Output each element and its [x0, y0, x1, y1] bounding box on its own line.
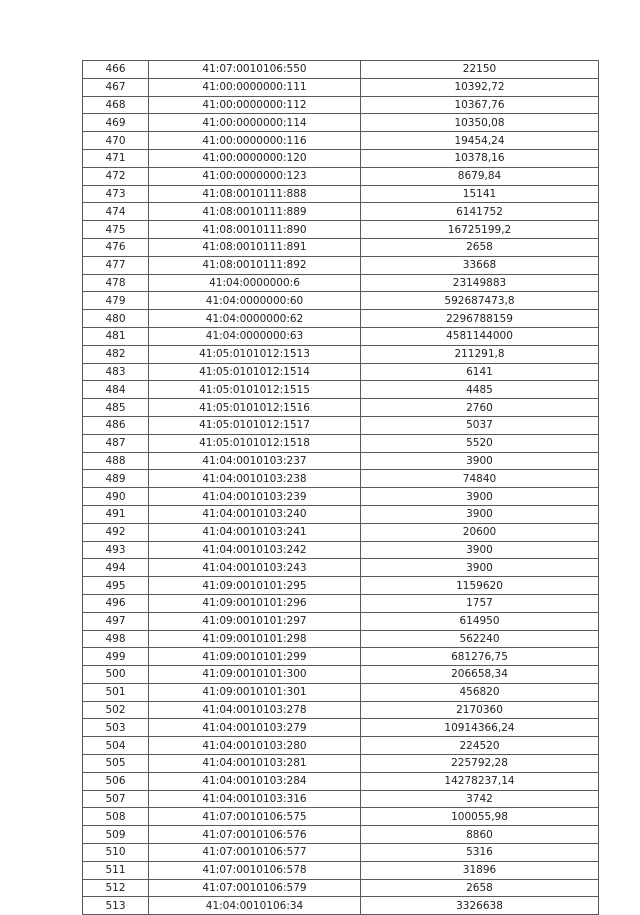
cadastral-number-cell: 41:04:0000000:60 [149, 292, 361, 310]
value-cell: 100055,98 [361, 808, 599, 826]
row-number-cell: 474 [83, 203, 149, 221]
table-row [83, 630, 599, 648]
cadastral-number-cell: 41:00:0000000:111 [149, 78, 361, 96]
value-cell: 1159620 [361, 577, 599, 595]
value-cell: 14278237,14 [361, 772, 599, 790]
value-cell: 3742 [361, 790, 599, 808]
value-cell: 6141 [361, 363, 599, 381]
value-cell: 10914366,24 [361, 719, 599, 737]
row-number-cell: 484 [83, 381, 149, 399]
cadastral-number-cell: 41:00:0000000:120 [149, 149, 361, 167]
cadastral-number-cell: 41:04:0010103:280 [149, 737, 361, 755]
row-number-cell: 501 [83, 683, 149, 701]
cadastral-number-cell: 41:09:0010101:299 [149, 648, 361, 666]
value-cell: 74840 [361, 470, 599, 488]
row-number-cell: 502 [83, 701, 149, 719]
cadastral-number-cell: 41:08:0010111:891 [149, 238, 361, 256]
row-number-cell: 492 [83, 523, 149, 541]
cadastral-number-cell: 41:04:0010103:238 [149, 470, 361, 488]
value-cell: 592687473,8 [361, 292, 599, 310]
value-cell: 10392,72 [361, 78, 599, 96]
table-row [83, 719, 599, 737]
value-cell: 3900 [361, 505, 599, 523]
table-row [83, 844, 599, 862]
value-cell: 456820 [361, 683, 599, 701]
cadastral-number-cell: 41:05:0101012:1513 [149, 345, 361, 363]
table-row [83, 114, 599, 132]
table-row [83, 594, 599, 612]
row-number-cell: 483 [83, 363, 149, 381]
row-number-cell: 497 [83, 612, 149, 630]
cadastral-number-cell: 41:00:0000000:114 [149, 114, 361, 132]
row-number-cell: 506 [83, 772, 149, 790]
value-cell: 10367,76 [361, 96, 599, 114]
cadastral-number-cell: 41:07:0010106:578 [149, 861, 361, 879]
cadastral-number-cell: 41:04:0010103:243 [149, 559, 361, 577]
cadastral-number-cell: 41:09:0010101:298 [149, 630, 361, 648]
value-cell: 3900 [361, 559, 599, 577]
cadastral-number-cell: 41:04:0010106:34 [149, 897, 361, 915]
cadastral-number-cell: 41:00:0000000:123 [149, 167, 361, 185]
table-row [83, 327, 599, 345]
table-row [83, 167, 599, 185]
table-row [83, 256, 599, 274]
row-number-cell: 473 [83, 185, 149, 203]
table-row [83, 772, 599, 790]
value-cell: 4485 [361, 381, 599, 399]
value-cell: 16725199,2 [361, 221, 599, 239]
value-cell: 3900 [361, 541, 599, 559]
table-row [83, 185, 599, 203]
table-row [83, 826, 599, 844]
row-number-cell: 513 [83, 897, 149, 915]
value-cell: 4581144000 [361, 327, 599, 345]
value-cell: 2760 [361, 399, 599, 417]
value-cell: 206658,34 [361, 666, 599, 684]
value-cell: 224520 [361, 737, 599, 755]
row-number-cell: 487 [83, 434, 149, 452]
table-row [83, 737, 599, 755]
table-row [83, 897, 599, 915]
cadastral-number-cell: 41:07:0010106:577 [149, 844, 361, 862]
row-number-cell: 485 [83, 399, 149, 417]
cadastral-number-cell: 41:04:0010103:279 [149, 719, 361, 737]
table-row [83, 541, 599, 559]
row-number-cell: 482 [83, 345, 149, 363]
cadastral-number-cell: 41:08:0010111:892 [149, 256, 361, 274]
row-number-cell: 498 [83, 630, 149, 648]
cadastral-number-cell: 41:05:0101012:1517 [149, 416, 361, 434]
cadastral-number-cell: 41:09:0010101:301 [149, 683, 361, 701]
table-row [83, 470, 599, 488]
row-number-cell: 494 [83, 559, 149, 577]
row-number-cell: 508 [83, 808, 149, 826]
value-cell: 3900 [361, 488, 599, 506]
cadastral-number-cell: 41:09:0010101:300 [149, 666, 361, 684]
cadastral-number-cell: 41:00:0000000:112 [149, 96, 361, 114]
row-number-cell: 488 [83, 452, 149, 470]
table-body [83, 61, 599, 915]
value-cell: 681276,75 [361, 648, 599, 666]
table-row [83, 132, 599, 150]
row-number-cell: 510 [83, 844, 149, 862]
value-cell: 2170360 [361, 701, 599, 719]
cadastral-number-cell: 41:08:0010111:890 [149, 221, 361, 239]
table-row [83, 96, 599, 114]
value-cell: 10378,16 [361, 149, 599, 167]
table-row [83, 666, 599, 684]
value-cell: 562240 [361, 630, 599, 648]
cadastral-number-cell: 41:04:0000000:6 [149, 274, 361, 292]
value-cell: 15141 [361, 185, 599, 203]
cadastral-number-cell: 41:09:0010101:297 [149, 612, 361, 630]
row-number-cell: 512 [83, 879, 149, 897]
row-number-cell: 468 [83, 96, 149, 114]
table-row [83, 612, 599, 630]
value-cell: 8679,84 [361, 167, 599, 185]
row-number-cell: 511 [83, 861, 149, 879]
row-number-cell: 504 [83, 737, 149, 755]
row-number-cell: 491 [83, 505, 149, 523]
row-number-cell: 499 [83, 648, 149, 666]
cadastral-number-cell: 41:07:0010106:575 [149, 808, 361, 826]
table-row [83, 149, 599, 167]
row-number-cell: 480 [83, 310, 149, 328]
row-number-cell: 505 [83, 755, 149, 773]
cadastral-number-cell: 41:04:0010103:278 [149, 701, 361, 719]
cadastral-number-cell: 41:04:0010103:239 [149, 488, 361, 506]
table-row [83, 221, 599, 239]
value-cell: 20600 [361, 523, 599, 541]
cadastral-number-cell: 41:05:0101012:1515 [149, 381, 361, 399]
row-number-cell: 471 [83, 149, 149, 167]
value-cell: 3326638 [361, 897, 599, 915]
cadastral-number-cell: 41:05:0101012:1518 [149, 434, 361, 452]
value-cell: 614950 [361, 612, 599, 630]
cadastral-number-cell: 41:04:0000000:63 [149, 327, 361, 345]
row-number-cell: 479 [83, 292, 149, 310]
table-row [83, 203, 599, 221]
table-row [83, 345, 599, 363]
cadastral-number-cell: 41:04:0010103:240 [149, 505, 361, 523]
table-row [83, 292, 599, 310]
cadastral-number-cell: 41:00:0000000:116 [149, 132, 361, 150]
value-cell: 33668 [361, 256, 599, 274]
table-row [83, 683, 599, 701]
row-number-cell: 470 [83, 132, 149, 150]
row-number-cell: 490 [83, 488, 149, 506]
value-cell: 19454,24 [361, 132, 599, 150]
row-number-cell: 496 [83, 594, 149, 612]
cadastral-number-cell: 41:07:0010106:579 [149, 879, 361, 897]
row-number-cell: 478 [83, 274, 149, 292]
table-row [83, 755, 599, 773]
cadastral-number-cell: 41:04:0010103:237 [149, 452, 361, 470]
table-row [83, 416, 599, 434]
table-row [83, 808, 599, 826]
value-cell: 2296788159 [361, 310, 599, 328]
value-cell: 225792,28 [361, 755, 599, 773]
table-row [83, 399, 599, 417]
row-number-cell: 469 [83, 114, 149, 132]
row-number-cell: 507 [83, 790, 149, 808]
value-cell: 5316 [361, 844, 599, 862]
cadastral-number-cell: 41:04:0010103:284 [149, 772, 361, 790]
row-number-cell: 467 [83, 78, 149, 96]
cadastral-number-cell: 41:04:0010103:316 [149, 790, 361, 808]
table-row [83, 274, 599, 292]
row-number-cell: 466 [83, 61, 149, 79]
value-cell: 5520 [361, 434, 599, 452]
row-number-cell: 495 [83, 577, 149, 595]
row-number-cell: 509 [83, 826, 149, 844]
cadastral-number-cell: 41:09:0010101:296 [149, 594, 361, 612]
row-number-cell: 476 [83, 238, 149, 256]
table-row [83, 488, 599, 506]
value-cell: 22150 [361, 61, 599, 79]
row-number-cell: 493 [83, 541, 149, 559]
table-row [83, 238, 599, 256]
value-cell: 6141752 [361, 203, 599, 221]
cadastral-number-cell: 41:05:0101012:1514 [149, 363, 361, 381]
row-number-cell: 472 [83, 167, 149, 185]
table-row [83, 577, 599, 595]
cadastral-number-cell: 41:07:0010106:550 [149, 61, 361, 79]
table-row [83, 879, 599, 897]
value-cell: 3900 [361, 452, 599, 470]
cadastral-number-cell: 41:08:0010111:889 [149, 203, 361, 221]
cadastral-number-cell: 41:08:0010111:888 [149, 185, 361, 203]
value-cell: 2658 [361, 238, 599, 256]
row-number-cell: 489 [83, 470, 149, 488]
table-row [83, 559, 599, 577]
table-row [83, 363, 599, 381]
value-cell: 2658 [361, 879, 599, 897]
cadastral-number-cell: 41:04:0000000:62 [149, 310, 361, 328]
value-cell: 1757 [361, 594, 599, 612]
row-number-cell: 503 [83, 719, 149, 737]
cadastral-number-cell: 41:04:0010103:281 [149, 755, 361, 773]
cadastral-value-table [82, 60, 599, 915]
table-row [83, 790, 599, 808]
cadastral-number-cell: 41:04:0010103:241 [149, 523, 361, 541]
table-row [83, 61, 599, 79]
table-row [83, 648, 599, 666]
table-row [83, 861, 599, 879]
table-row [83, 701, 599, 719]
cadastral-number-cell: 41:04:0010103:242 [149, 541, 361, 559]
table-row [83, 505, 599, 523]
cadastral-number-cell: 41:09:0010101:295 [149, 577, 361, 595]
value-cell: 31896 [361, 861, 599, 879]
table-row [83, 434, 599, 452]
row-number-cell: 486 [83, 416, 149, 434]
value-cell: 211291,8 [361, 345, 599, 363]
row-number-cell: 477 [83, 256, 149, 274]
table-row [83, 78, 599, 96]
row-number-cell: 475 [83, 221, 149, 239]
table-row [83, 310, 599, 328]
value-cell: 10350,08 [361, 114, 599, 132]
table-row [83, 523, 599, 541]
row-number-cell: 481 [83, 327, 149, 345]
table-row [83, 381, 599, 399]
value-cell: 5037 [361, 416, 599, 434]
table-row [83, 452, 599, 470]
value-cell: 23149883 [361, 274, 599, 292]
row-number-cell: 500 [83, 666, 149, 684]
cadastral-number-cell: 41:05:0101012:1516 [149, 399, 361, 417]
cadastral-number-cell: 41:07:0010106:576 [149, 826, 361, 844]
value-cell: 8860 [361, 826, 599, 844]
